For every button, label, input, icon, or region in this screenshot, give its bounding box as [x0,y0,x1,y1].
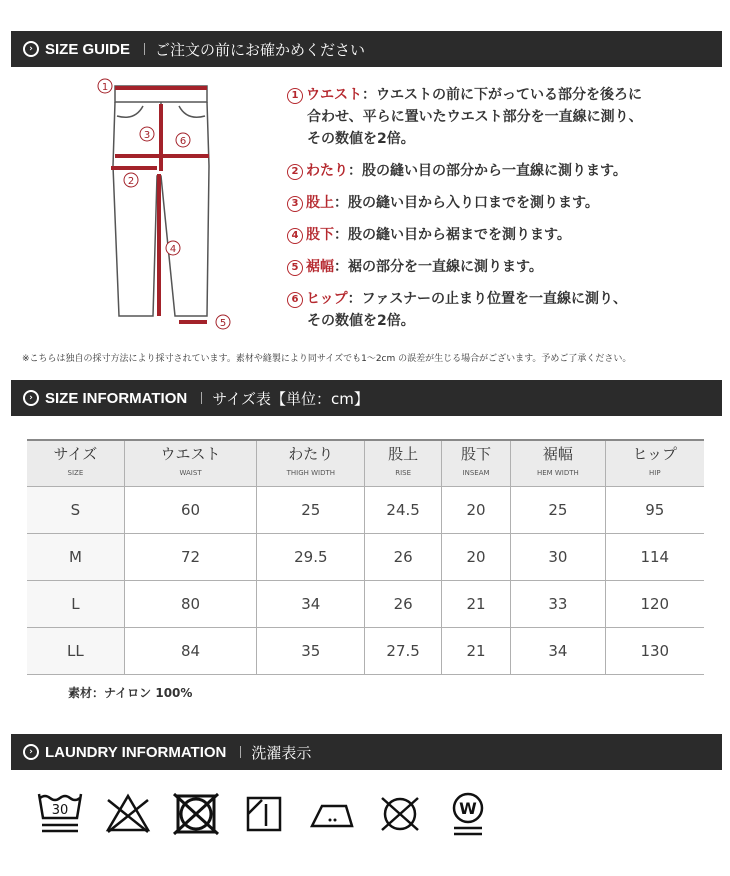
measurement-label: わたり [306,163,348,179]
measurement-item [287,256,643,278]
table-cell: 84 [124,628,256,675]
table-cell: 20 [441,534,510,581]
header-ja: 股下 [461,445,492,463]
measurement-desc-cont: その数値を2倍。 [307,131,415,147]
iron-medium-icon [308,790,356,838]
divider [240,746,241,758]
column-header [511,440,605,487]
header-ja: サイズ [53,445,98,463]
no-bleach-icon [104,790,152,838]
table-cell: 130 [605,628,704,675]
measurement-desc-cont: その数値を2倍。 [307,313,415,329]
table-row [27,534,704,581]
table-cell: L [27,581,124,628]
table-cell: 29.5 [257,534,365,581]
table-cell: LL [27,628,124,675]
table-cell: 120 [605,581,704,628]
header-ja: 股上 [388,445,419,463]
number-badge: 5 [287,260,303,276]
svg-text:W: W [459,799,477,818]
laundry-header [11,734,722,770]
table-cell: 25 [257,487,365,534]
header-ja: 裾幅 [542,445,573,463]
size-guide-header [11,31,722,67]
column-header [124,440,256,487]
chevron-circle-icon: › [23,744,39,760]
size-table [27,439,704,675]
section-subtitle: サイズ表【単位：cm】 [212,389,369,408]
table-row [27,581,704,628]
number-badge: 3 [287,196,303,212]
header-en: RISE [395,469,411,477]
measurement-desc: ：股の縫い目から入り口までを測ります。 [334,195,599,211]
pants-diagram [95,76,245,336]
header-en: HEM WIDTH [536,469,579,477]
table-cell: 20 [441,487,510,534]
table-cell: 24.5 [365,487,442,534]
section-subtitle: ご注文の前にお確かめください [155,40,366,59]
measurement-desc: ：裾の部分を一直線に測ります。 [334,259,543,275]
measurement-desc: ：ファスナーの止まり位置を一直線に測り、 [347,291,628,307]
table-row [27,628,704,675]
section-title: SIZE INFORMATION [45,389,188,407]
number-badge: 2 [287,164,303,180]
wet-clean-gentle-icon [444,790,492,838]
no-dry-clean-icon [376,790,424,838]
divider [144,43,145,55]
size-info-header [11,380,722,416]
table-cell: 34 [511,628,605,675]
svg-text:3: 3 [143,130,151,141]
measurement-item [287,288,643,332]
table-cell: M [27,534,124,581]
table-cell: 35 [257,628,365,675]
measurement-label: 裾幅 [306,259,334,275]
header-ja: ヒップ [632,445,678,463]
table-cell: 25 [511,487,605,534]
measurement-item [287,84,643,150]
no-tumble-dry-icon [172,790,220,838]
header-en: INSEAM [462,469,490,477]
svg-text:5: 5 [219,318,227,329]
table-cell: 114 [605,534,704,581]
column-header [441,440,510,487]
svg-text:4: 4 [169,244,177,255]
number-badge: 1 [287,88,303,104]
table-cell: 34 [257,581,365,628]
section-subtitle: 洗濯表示 [251,743,312,762]
number-badge: 6 [287,292,303,308]
measurement-list [287,84,643,342]
table-cell: 33 [511,581,605,628]
chevron-circle-icon: › [23,390,39,406]
column-header [257,440,365,487]
divider [201,392,202,404]
table-cell: 21 [441,628,510,675]
line-dry-shade-icon [240,790,288,838]
table-cell: 27.5 [365,628,442,675]
measurement-desc-cont: 合わせ、平らに置いたウエスト部分を一直線に測り、 [307,109,643,125]
measurement-item [287,192,643,214]
header-en: HIP [648,469,661,477]
table-cell: 95 [605,487,704,534]
measurement-desc: ：股の縫い目から裾までを測ります。 [334,227,571,243]
wash-30-gentle-icon [36,790,84,838]
table-cell: 26 [365,581,442,628]
svg-text:2: 2 [127,176,135,187]
header-ja: ウエスト [160,445,221,463]
measurement-label: 股下 [306,227,334,243]
measurement-item [287,224,643,246]
svg-text:6: 6 [179,136,187,147]
table-cell: S [27,487,124,534]
table-cell: 30 [511,534,605,581]
laundry-icons [36,790,492,838]
measurement-note: ※こちらは独自の採寸方法により採寸されています。素材や縫製により同サイズでも1～2cm の誤差が生じる場合がございます。予めご了承ください。 [22,354,632,364]
column-header [365,440,442,487]
chevron-circle-icon: › [23,41,39,57]
svg-text:1: 1 [101,82,109,93]
measurement-label: ヒップ [306,291,348,307]
material-text: 素材：ナイロン 100% [68,686,193,700]
header-en: THIGH WIDTH [286,469,336,477]
table-cell: 72 [124,534,256,581]
measurement-label: ウエスト [306,87,362,103]
svg-text:30: 30 [51,803,69,818]
column-header [605,440,704,487]
measurement-item [287,160,643,182]
measurement-desc: ：股の縫い目の部分から一直線に測ります。 [348,163,627,179]
column-header [27,440,124,487]
table-cell: 21 [441,581,510,628]
number-badge: 4 [287,228,303,244]
table-cell: 60 [124,487,256,534]
table-header-row [27,440,704,487]
section-title: LAUNDRY INFORMATION [45,743,227,761]
header-en: SIZE [67,469,84,477]
measurement-label: 股上 [306,195,334,211]
header-en: WAIST [179,469,202,477]
header-ja: わたり [288,445,334,463]
table-cell: 80 [124,581,256,628]
table-cell: 26 [365,534,442,581]
table-row [27,487,704,534]
section-title: SIZE GUIDE [45,40,131,58]
measurement-desc: ：ウエストの前に下がっている部分を後ろに [362,87,642,103]
